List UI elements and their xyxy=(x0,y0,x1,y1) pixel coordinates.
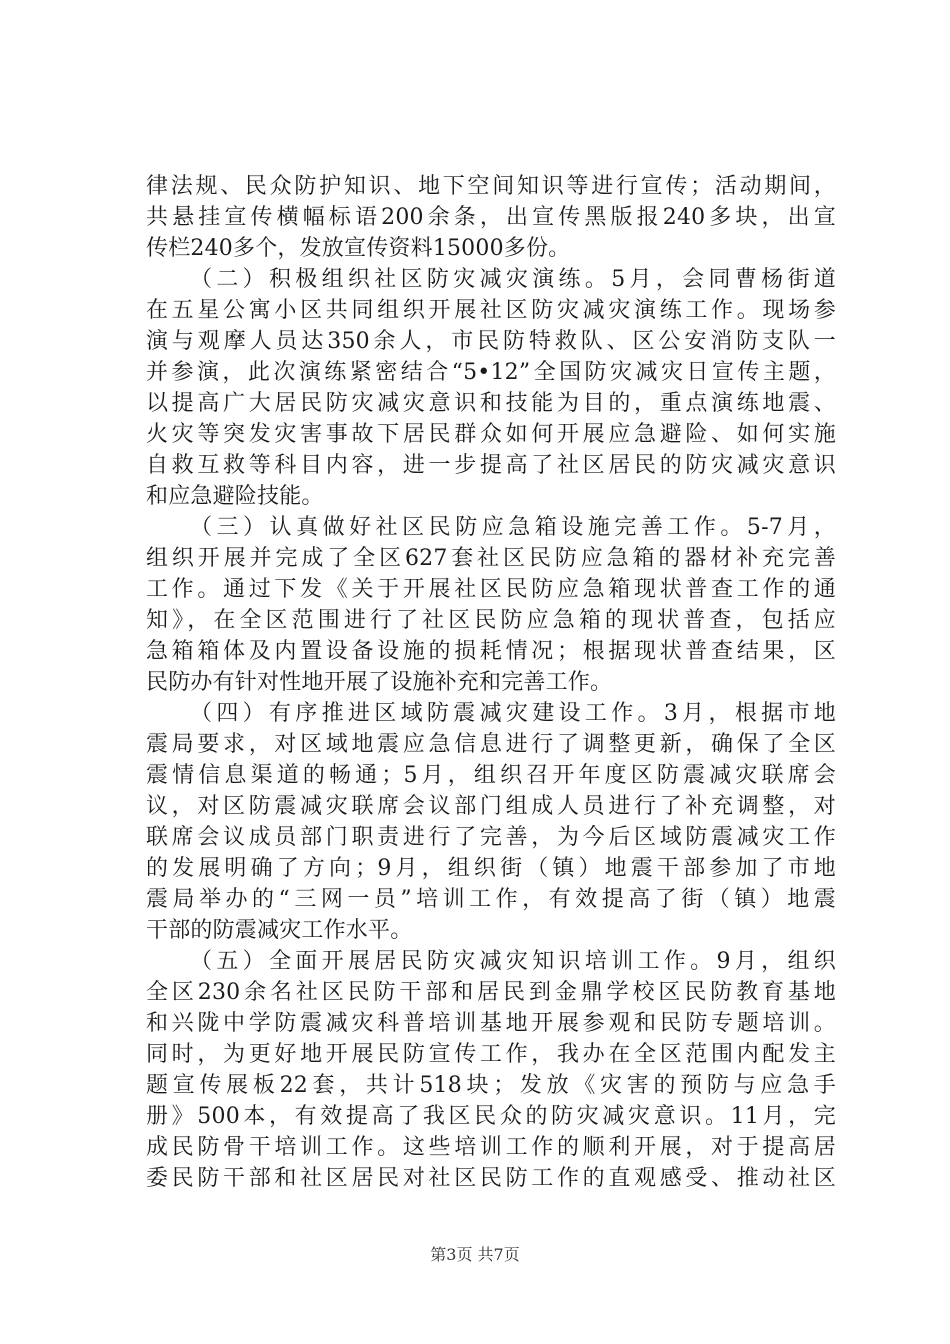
text-line: 成民防骨干培训工作。这些培训工作的顺利开展，对于提高居 xyxy=(146,1135,836,1160)
text-line: 和兴陇中学防震减灾科普培训基地开展参观和民防专题培训。 xyxy=(146,1011,836,1036)
text-line: 急箱箱体及内置设备设施的损耗情况；根据现状普查结果，区 xyxy=(146,639,836,664)
paragraph-heading-line: （四）有序推进区域防震减灾建设工作。3月，根据市地 xyxy=(190,701,836,726)
text-line: 工作。通过下发《关于开展社区民防应急箱现状普查工作的通 xyxy=(146,577,836,602)
text-line: 并参演，此次演练紧密结合“5•12”全国防灾减灾日宣传主题， xyxy=(146,360,836,385)
text-line: 题宣传展板22套，共计518块；发放《灾害的预防与应急手 xyxy=(146,1073,836,1098)
text-line: 组织开展并完成了全区627套社区民防应急箱的器材补充完善 xyxy=(146,546,836,571)
paragraph-heading-line: （二）积极组织社区防灾减灾演练。5月，会同曹杨街道 xyxy=(190,267,836,292)
text-line: 传栏240多个，发放宣传资料15000多份。 xyxy=(146,236,571,261)
text-line: 演与观摩人员达350余人，市民防特救队、区公安消防支队一 xyxy=(146,329,836,354)
text-line: 同时，为更好地开展民防宣传工作，我办在全区范围内配发主 xyxy=(146,1042,836,1067)
text-line: 以提高广大居民防灾减灾意识和技能为目的，重点演练地震、 xyxy=(146,391,836,416)
text-line: 震局要求，对区域地震应急信息进行了调整更新，确保了全区 xyxy=(146,732,836,757)
text-line: 全区230余名社区民防干部和居民到金鼎学校区民防教育基地 xyxy=(146,980,836,1005)
document-body xyxy=(146,171,836,1194)
text-line: 和应急避险技能。 xyxy=(146,484,324,509)
text-line: 在五星公寓小区共同组织开展社区防灾减灾演练工作。现场参 xyxy=(146,298,836,323)
text-line: 火灾等突发灾害事故下居民群众如何开展应急避险、如何实施 xyxy=(146,422,836,447)
text-line: 议，对区防震减灾联席会议部门组成人员进行了补充调整，对 xyxy=(146,794,836,819)
text-line: 震情信息渠道的畅通；5月，组织召开年度区防震减灾联席会 xyxy=(146,763,836,788)
text-line: 干部的防震减灾工作水平。 xyxy=(146,918,413,943)
text-line: 民防办有针对性地开展了设施补充和完善工作。 xyxy=(146,670,613,695)
text-line: 律法规、民众防护知识、地下空间知识等进行宣传；活动期间， xyxy=(146,174,836,199)
text-line: 震局举办的“三网一员”培训工作，有效提高了街（镇）地震 xyxy=(146,887,836,912)
text-line: 共悬挂宣传横幅标语200余条，出宣传黑版报240多块，出宣 xyxy=(146,205,836,230)
text-line: 委民防干部和社区居民对社区民防工作的直观感受、推动社区 xyxy=(146,1166,836,1191)
text-line: 自救互救等科目内容，进一步提高了社区居民的防灾减灾意识 xyxy=(146,453,836,478)
paragraph-heading-line: （五）全面开展居民防灾减灾知识培训工作。9月，组织 xyxy=(190,949,836,974)
text-line: 联席会议成员部门职责进行了完善，为今后区域防震减灾工作 xyxy=(146,825,836,850)
page-number-footer: 第3页 共7页 xyxy=(430,1245,520,1264)
paragraph-heading-line: （三）认真做好社区民防应急箱设施完善工作。5-7月， xyxy=(190,515,836,540)
text-line: 册》500本，有效提高了我区民众的防灾减灾意识。11月，完 xyxy=(146,1104,836,1129)
text-line: 的发展明确了方向；9月，组织街（镇）地震干部参加了市地 xyxy=(146,856,836,881)
text-line: 知》，在全区范围进行了社区民防应急箱的现状普查，包括应 xyxy=(146,608,836,633)
